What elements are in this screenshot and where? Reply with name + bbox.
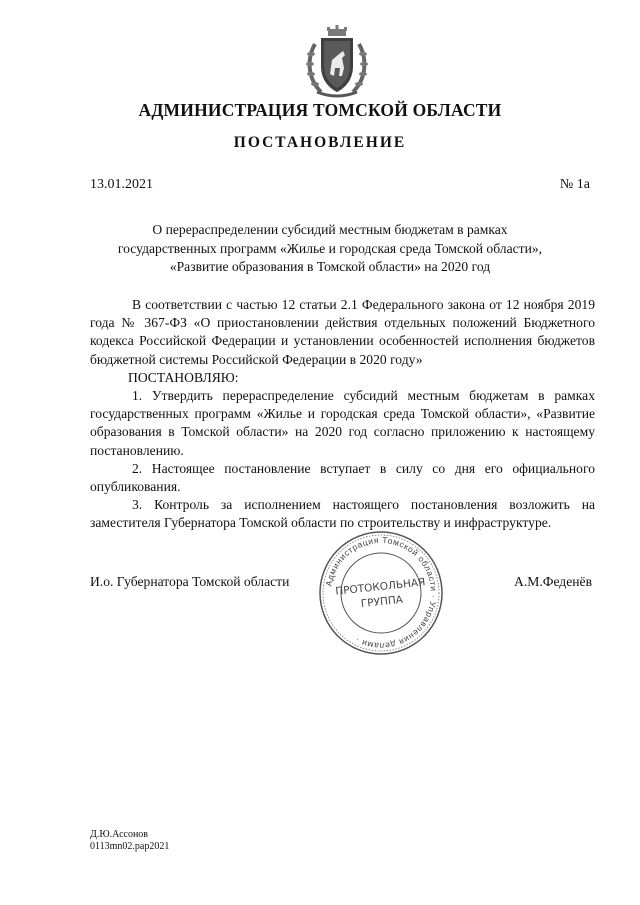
resolve-heading: ПОСТАНОВЛЯЮ: <box>128 369 239 385</box>
document-number: № 1а <box>559 177 590 192</box>
subject-line: «Развитие образования в Томской области» на 2020 год <box>169 259 491 274</box>
document-type: ПОСТАНОВЛЕНИЕ <box>233 134 407 151</box>
clause-3: 3. Контроль за исполнением настоящего постановления возложить на заместителя Губернатора Томской области по строительству и инфраструктуре. <box>90 497 595 531</box>
clause-2: 2. Настоящее постановление вступает в силу со дня его официального опубликования. <box>90 460 595 495</box>
subject-line: государственных программ «Жилье и городская среда Томской области», <box>117 240 543 256</box>
signatory-name: А.М.Феденёв <box>514 574 592 589</box>
preamble-paragraph: В соответствии с частью 12 статьи 2.1 Федерального закона от 12 ноября 2019 года № 367-ФЗ «О приостановлении действия отдельных положений Бюджетного кодекса Российской Федерации и установлении особенностей исполнения бюджетов бюджетной системы Российской Федерации в 2020 году» <box>90 297 595 367</box>
stamp-ring-text: Администрация Томской области · Управления делами · <box>323 534 440 652</box>
author-initials: Д.Ю.Ассонов <box>90 829 149 840</box>
document-body <box>90 296 595 533</box>
signatory-position: И.о. Губернатора Томской области <box>90 574 290 589</box>
stamp-center-line: ПРОТОКОЛЬНАЯ <box>334 576 426 598</box>
document-footer <box>90 829 169 853</box>
organization-title: АДМИНИСТРАЦИЯ ТОМСКОЙ ОБЛАСТИ <box>138 100 502 120</box>
document-date: 13.01.2021 <box>90 177 153 192</box>
stamp-center-line: ГРУППА <box>360 593 404 611</box>
coat-of-arms-icon <box>301 24 373 100</box>
document-subject <box>100 221 560 277</box>
clause-1: 1. Утвердить перераспределение субсидий местным бюджетам в рамках государственных программ «Жилье и городская среда Томской области», «Развитие образования в Томской области» на 2020 год согласно приложению к настоящему постановлению. <box>90 388 595 458</box>
subject-line: О перераспределении субсидий местным бюджетам в рамках <box>152 222 508 237</box>
official-stamp-icon <box>316 528 446 658</box>
file-reference: 0113mn02.pap2021 <box>90 841 170 852</box>
